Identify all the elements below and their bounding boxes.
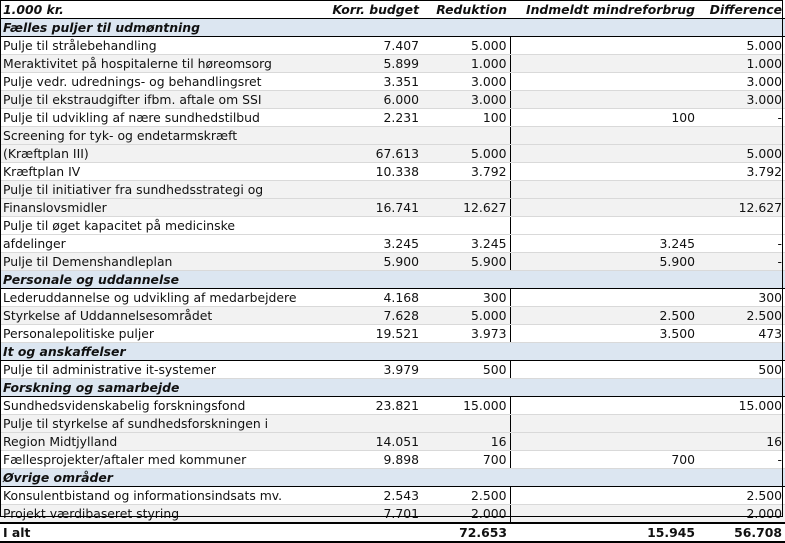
section-title: Forskning og samarbejde [0,379,785,397]
row-korr-budget: 3.979 [318,361,422,379]
row-korr-budget: 3.245 [318,235,422,253]
row-difference: 3.792 [698,163,785,181]
row-reduktion: 16 [422,433,510,451]
row-difference: - [698,235,785,253]
row-korr-budget: 16.741 [318,199,422,217]
row-difference: 3.000 [698,73,785,91]
header-reduktion: Reduktion [422,0,510,19]
row-difference: 5.000 [698,145,785,163]
row-korr-budget: 6.000 [318,91,422,109]
row-reduktion: 5.000 [422,307,510,325]
row-reduktion: 100 [422,109,510,127]
row-label: Personalepolitiske puljer [0,325,318,343]
row-reduktion: 700 [422,451,510,469]
row-korr-budget: 7.701 [318,505,422,524]
total-difference: 56.708 [698,523,785,542]
row-difference: 473 [698,325,785,343]
header-korr-budget: Korr. budget [318,0,422,19]
row-reduktion: 3.973 [422,325,510,343]
row-label: Sundhedsvidenskabelig forskningsfond [0,397,318,415]
row-reduktion: 12.627 [422,199,510,217]
row-reduktion: 3.000 [422,91,510,109]
row-difference: - [698,109,785,127]
row-korr-budget: 9.898 [318,451,422,469]
row-korr-budget: 5.899 [318,55,422,73]
row-difference: 16 [698,433,785,451]
row-korr-budget: 3.351 [318,73,422,91]
total-korr [318,523,422,542]
row-label: Pulje til Demenshandleplan [0,253,318,271]
row-difference: 1.000 [698,55,785,73]
row-label: Pulje vedr. udrednings- og behandlingsret [0,73,318,91]
row-reduktion: 15.000 [422,397,510,415]
section-title: It og anskaffelser [0,343,785,361]
row-reduktion: 300 [422,289,510,307]
header-difference: Difference [698,0,785,19]
row-korr-budget: 7.407 [318,37,422,55]
row-reduktion: 5.000 [422,145,510,163]
row-label: Pulje til initiativer fra sundhedsstrategi og [0,181,318,199]
section-title: Øvrige områder [0,469,785,487]
row-reduktion: 3.245 [422,235,510,253]
row-label: Konsulentbistand og informationsindsats mv. [0,487,318,505]
row-label-continued: Finanslovsmidler [0,199,318,217]
row-label: Pulje til strålebehandling [0,37,318,55]
header-unit-label: 1.000 kr. [0,0,318,19]
row-reduktion: 2.500 [422,487,510,505]
row-label: Styrkelse af Uddannelsesområdet [0,307,318,325]
row-indmeldt: 100 [510,109,698,127]
row-label: Pulje til øget kapacitet på medicinske [0,217,318,235]
total-reduktion: 72.653 [422,523,510,542]
row-korr-budget: 67.613 [318,145,422,163]
row-reduktion: 3.000 [422,73,510,91]
total-label: I alt [0,523,318,542]
row-difference: 2.500 [698,307,785,325]
row-difference: 300 [698,289,785,307]
row-difference: - [698,451,785,469]
row-label: Projekt værdibaseret styring [0,505,318,524]
row-difference: 500 [698,361,785,379]
row-reduktion: 500 [422,361,510,379]
row-reduktion: 3.792 [422,163,510,181]
row-indmeldt: 700 [510,451,698,469]
row-korr-budget: 5.900 [318,253,422,271]
row-reduktion: 5.900 [422,253,510,271]
row-korr-budget: 2.231 [318,109,422,127]
row-label: Meraktivitet på hospitalerne til høreomsorg [0,55,318,73]
row-label: Screening for tyk- og endetarmskræft [0,127,318,145]
row-reduktion: 5.000 [422,37,510,55]
row-label-continued: (Kræftplan III) [0,145,318,163]
row-reduktion: 2.000 [422,505,510,524]
row-reduktion: 1.000 [422,55,510,73]
row-label: Pulje til administrative it-systemer [0,361,318,379]
row-indmeldt: 3.500 [510,325,698,343]
row-label-continued: Region Midtjylland [0,433,318,451]
row-difference: 5.000 [698,37,785,55]
row-indmeldt: 5.900 [510,253,698,271]
section-title: Fælles puljer til udmøntning [0,19,785,37]
row-korr-budget: 23.821 [318,397,422,415]
row-label: Lederuddannelse og udvikling af medarbejdere [0,289,318,307]
row-label: Pulje til ekstraudgifter ifbm. aftale om SSI [0,91,318,109]
row-indmeldt: 2.500 [510,307,698,325]
row-difference: 2.500 [698,487,785,505]
row-korr-budget: 2.543 [318,487,422,505]
row-korr-budget: 19.521 [318,325,422,343]
row-difference: 3.000 [698,91,785,109]
row-difference: 15.000 [698,397,785,415]
row-label-continued: afdelinger [0,235,318,253]
row-label: Kræftplan IV [0,163,318,181]
row-label: Pulje til styrkelse af sundhedsforskningen i [0,415,318,433]
row-korr-budget: 10.338 [318,163,422,181]
row-indmeldt: 3.245 [510,235,698,253]
row-label: Pulje til udvikling af nære sundhedstilbud [0,109,318,127]
header-indmeldt: Indmeldt mindreforbrug [510,0,698,19]
row-korr-budget: 4.168 [318,289,422,307]
total-row [0,523,785,542]
total-indmeldt: 15.945 [510,523,698,542]
row-difference: 2.000 [698,505,785,524]
section-title: Personale og uddannelse [0,271,785,289]
row-difference: 12.627 [698,199,785,217]
row-korr-budget: 7.628 [318,307,422,325]
row-difference: - [698,253,785,271]
row-korr-budget: 14.051 [318,433,422,451]
row-label: Fællesprojekter/aftaler med kommuner [0,451,318,469]
